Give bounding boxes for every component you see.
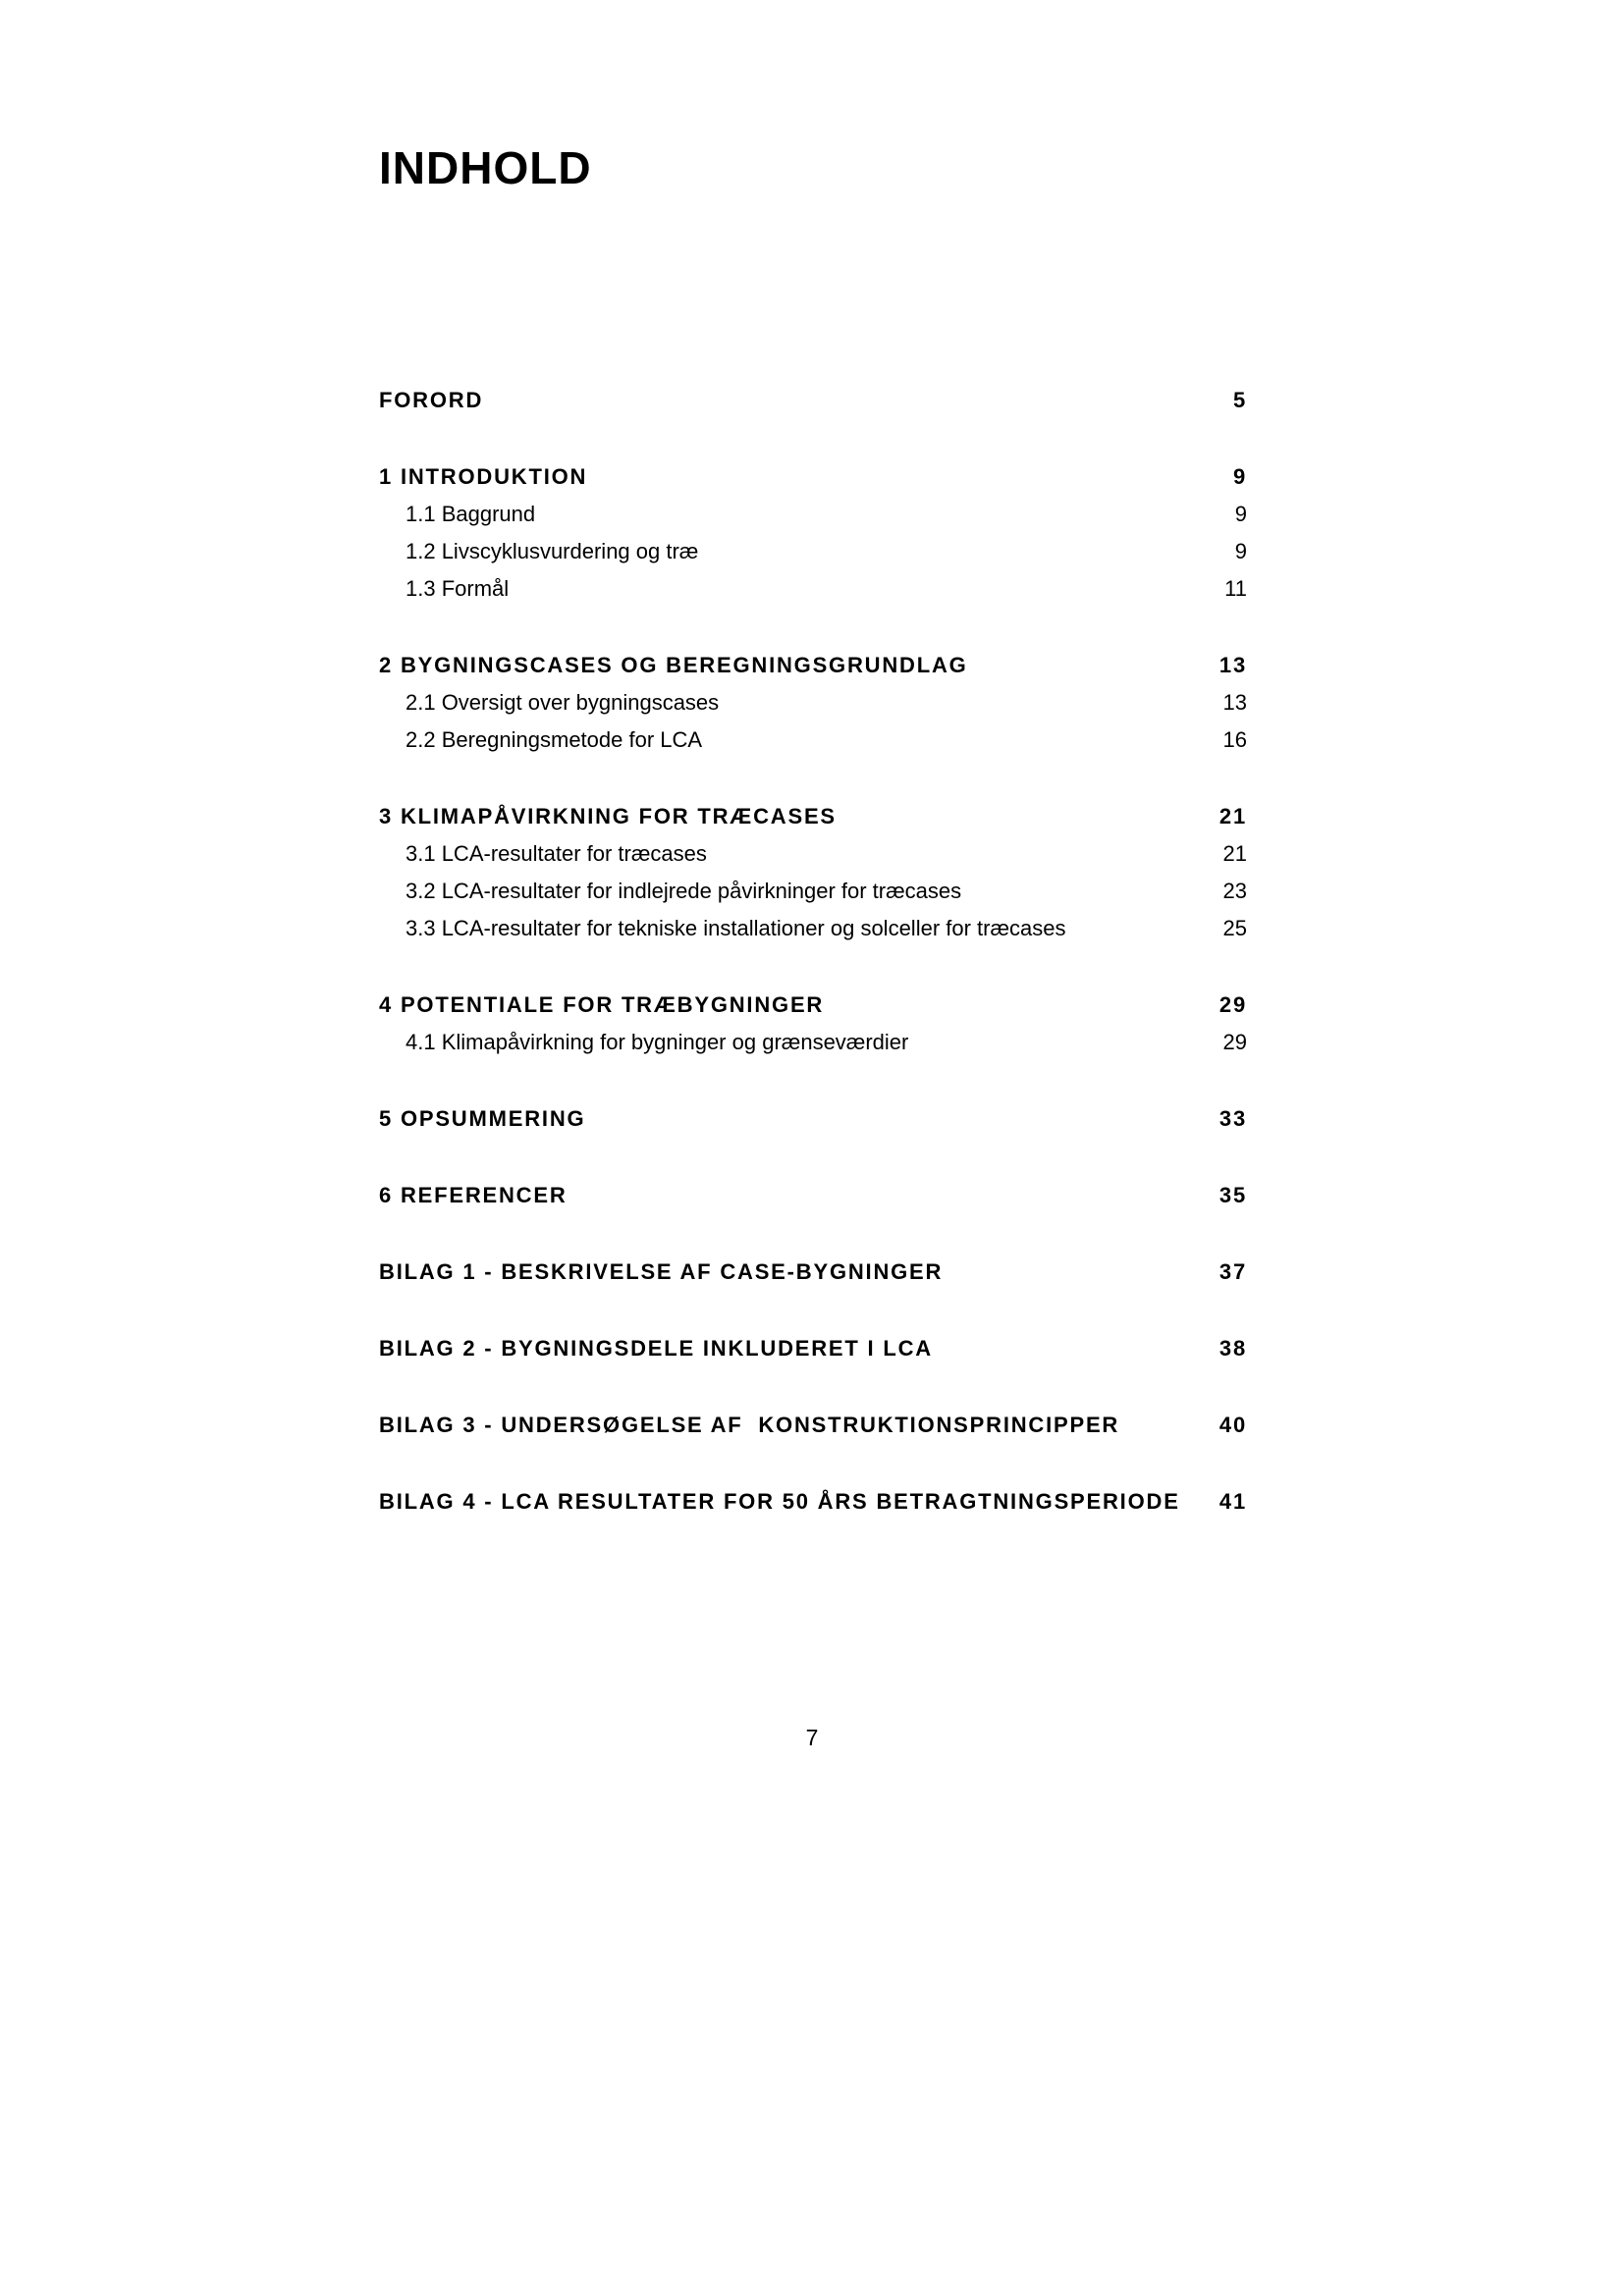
toc-entry-lca-indlejrede[interactable] [379,873,1247,910]
toc-entry-introduktion[interactable] [379,458,1247,496]
toc-entry-page: 23 [1222,879,1247,903]
toc-entry-page: 41 [1218,1489,1247,1514]
toc-entry-beregningsmetode[interactable] [379,721,1247,759]
toc-entry-label: 1 INTRODUKTION [379,464,588,489]
toc-entry-page: 40 [1218,1413,1247,1437]
toc-entry-label: 1.3 Formål [406,576,510,601]
toc-entry-label: 2.2 Beregningsmetode for LCA [406,727,703,752]
toc-entry-label: 4 POTENTIALE FOR TRÆBYGNINGER [379,992,825,1017]
toc-entry-page: 21 [1218,804,1247,828]
toc-entry-opsummering[interactable] [379,1100,1247,1138]
page-title: INDHOLD [379,142,592,193]
toc-entry-label: FORORD [379,388,484,412]
toc-entry-label: 3 KLIMAPÅVIRKNING FOR TRÆCASES [379,804,837,828]
toc-entry-page: 9 [1234,502,1247,526]
toc-entry-potentiale[interactable] [379,987,1247,1024]
toc-entry-label: 3.1 LCA-resultater for træcases [406,841,707,866]
toc-entry-bilag-3[interactable] [379,1407,1247,1444]
toc-entry-label: 2 BYGNINGSCASES OG BEREGNINGSGRUNDLAG [379,653,968,677]
toc-entry-label: 3.2 LCA-resultater for indlejrede påvirkninger for træcases [406,879,962,903]
footer-page-number: 7 [805,1725,819,1750]
toc-entry-livscyklusvurdering[interactable] [379,533,1247,570]
toc-entry-label: 5 OPSUMMERING [379,1106,586,1131]
toc-entry-page: 25 [1222,916,1247,940]
toc-entry-bygningscases[interactable] [379,647,1247,684]
toc-entry-page: 13 [1218,653,1247,677]
toc-entry-page: 29 [1222,1030,1247,1054]
toc-entry-bilag-1[interactable] [379,1254,1247,1291]
toc-entry-lca-tekniske[interactable] [379,910,1247,947]
toc-entry-baggrund[interactable] [379,496,1247,533]
toc-entry-forord[interactable] [379,382,1247,419]
toc-entry-label: 2.1 Oversigt over bygningscases [406,690,720,715]
toc-entry-page: 9 [1232,464,1247,489]
toc-entry-label: BILAG 3 - UNDERSØGELSE AF KONSTRUKTIONSPRINCIPPER [379,1413,1120,1437]
toc-entry-graensevaerdier[interactable] [379,1024,1247,1061]
toc-entry-label: 6 REFERENCER [379,1183,568,1207]
toc-entry-label: BILAG 1 - BESKRIVELSE AF CASE-BYGNINGER [379,1259,944,1284]
toc-entry-klimapaavirkning[interactable] [379,798,1247,835]
toc-entry-page: 21 [1222,841,1247,866]
toc-entry-page: 38 [1218,1336,1247,1361]
toc-entry-lca-resultater[interactable] [379,835,1247,873]
toc-entry-page: 37 [1218,1259,1247,1284]
toc-entry-label: 4.1 Klimapåvirkning for bygninger og grænseværdier [406,1030,909,1054]
toc-entry-page: 13 [1222,690,1247,715]
table-of-contents [379,382,1247,1521]
toc-entry-oversigt[interactable] [379,684,1247,721]
toc-entry-bilag-4[interactable] [379,1483,1247,1521]
toc-entry-bilag-2[interactable] [379,1330,1247,1367]
toc-entry-page: 5 [1232,388,1247,412]
toc-entry-referencer[interactable] [379,1177,1247,1214]
toc-entry-page: 16 [1222,727,1247,752]
toc-entry-page: 9 [1234,539,1247,563]
toc-entry-label: BILAG 2 - BYGNINGSDELE INKLUDERET I LCA [379,1336,933,1361]
toc-entry-label: 1.2 Livscyklusvurdering og træ [406,539,699,563]
toc-entry-label: 1.1 Baggrund [406,502,536,526]
toc-entry-label: 3.3 LCA-resultater for tekniske installationer og solceller for træcases [406,916,1066,940]
toc-entry-page: 35 [1218,1183,1247,1207]
toc-entry-label: BILAG 4 - LCA RESULTATER FOR 50 ÅRS BETRAGTNINGSPERIODE [379,1489,1180,1514]
toc-entry-page: 11 [1224,576,1247,601]
toc-entry-page: 33 [1218,1106,1247,1131]
toc-entry-page: 29 [1218,992,1247,1017]
toc-entry-formaal[interactable] [379,570,1247,608]
